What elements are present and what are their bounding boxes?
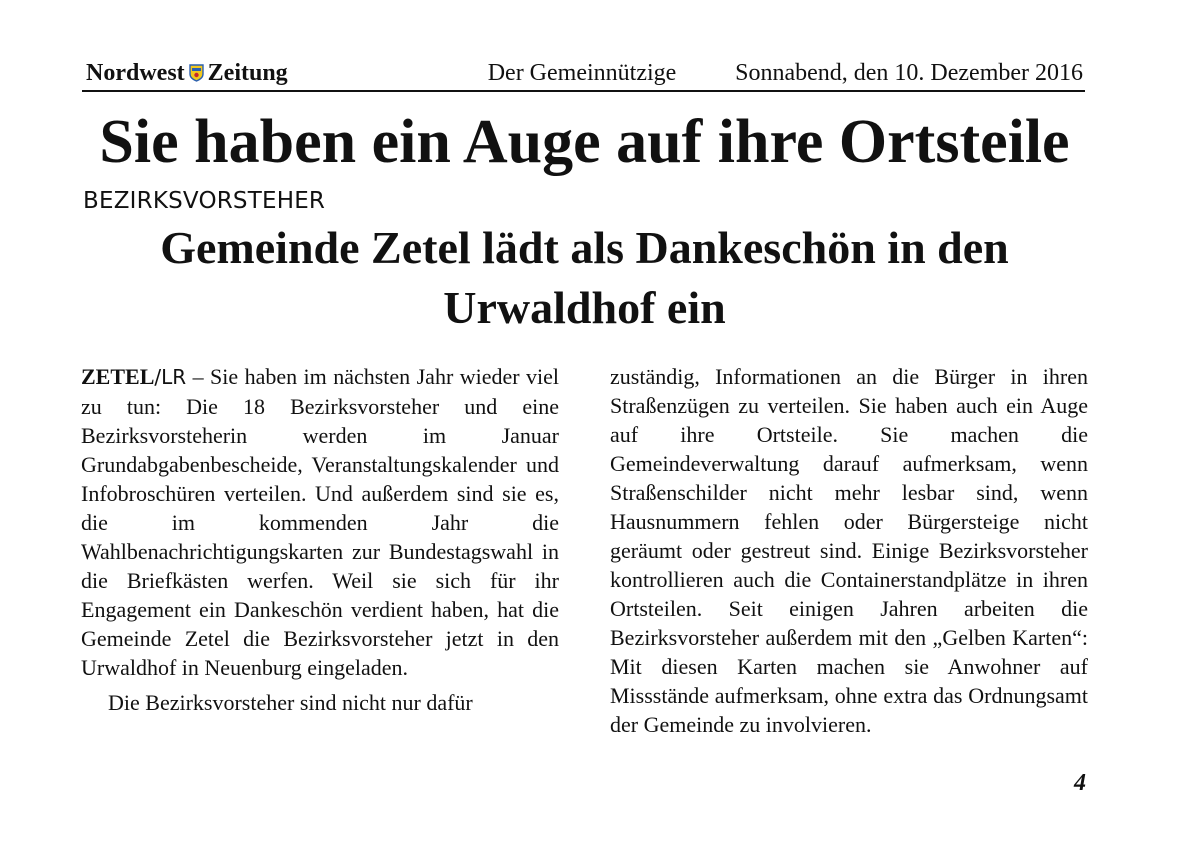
article-kicker: BEZIRKSVORSTEHER <box>83 188 326 214</box>
article-headline: Sie haben ein Auge auf ihre Ortsteile <box>99 108 1070 176</box>
brand-name-left: Nordwest <box>86 60 185 86</box>
masthead <box>82 58 1085 92</box>
article-paragraph: zuständig, Informationen an die Bürger in ihren Straßenzügen zu verteilen. Sie haben auch ein Auge auf ihre Ortsteile. Sie machen die Gemeindeverwaltung darauf aufmerksam, wenn Straßenschilder nicht mehr lesbar sind, wenn Hausnummern fehlen oder Bürgersteige nicht geräumt oder gestreut sind. Einige Bezirksvorsteher kontrollieren auch die Containerstandplätze in ihren Ortsteilen. Seit einigen Jahren arbeiten die Bezirksvorsteher außerdem mit den „Gelben Karten“: Mit diesen Karten machen sie Anwohner auf Missstände aufmerksam, ohne extra das Ordnungsamt der Gemeinde zu involvieren. <box>610 364 1088 737</box>
paragraph-text: Sie haben im nächsten Jahr wieder viel zu tun: Die 18 Bezirksvorsteher und eine Bezirksvorsteherin werden im Januar Grundabgabenbescheide, Veranstaltungskalender und Infobroschüren verteilen. Und außerdem sind sie es, die im kommenden Jahr die Wahlbenachrichtigungskarten zur Bundestagswahl in die Briefkästen werfen. Weil sie sich für ihr Engagement ein Dankeschön verdient haben, hat die Gemeinde Zetel die Bezirksvorsteher jetzt in den Urwaldhof in Neuenburg eingeladen. <box>81 364 559 680</box>
article-paragraph: Die Bezirksvorsteher sind nicht nur dafür <box>108 690 473 715</box>
section-name: Der Gemeinnützige <box>487 60 677 86</box>
coat-of-arms-icon <box>189 60 204 78</box>
article-paragraph <box>81 362 559 682</box>
article-subheadline: Gemeinde Zetel lädt als Dankeschön in den Urwaldhof ein <box>160 222 1009 333</box>
issue-date: Sonnabend, den 10. Dezember 2016 <box>735 60 1083 86</box>
dateline-author: /LR <box>154 365 187 389</box>
brand-name-right: Zeitung <box>207 60 288 86</box>
newspaper-brand <box>86 58 288 88</box>
article-column-left <box>81 362 559 717</box>
article-column-right <box>610 362 1088 739</box>
dateline-dash: – <box>186 364 211 389</box>
dateline-place: ZETEL <box>81 364 155 389</box>
page-number: 4 <box>1074 770 1086 796</box>
